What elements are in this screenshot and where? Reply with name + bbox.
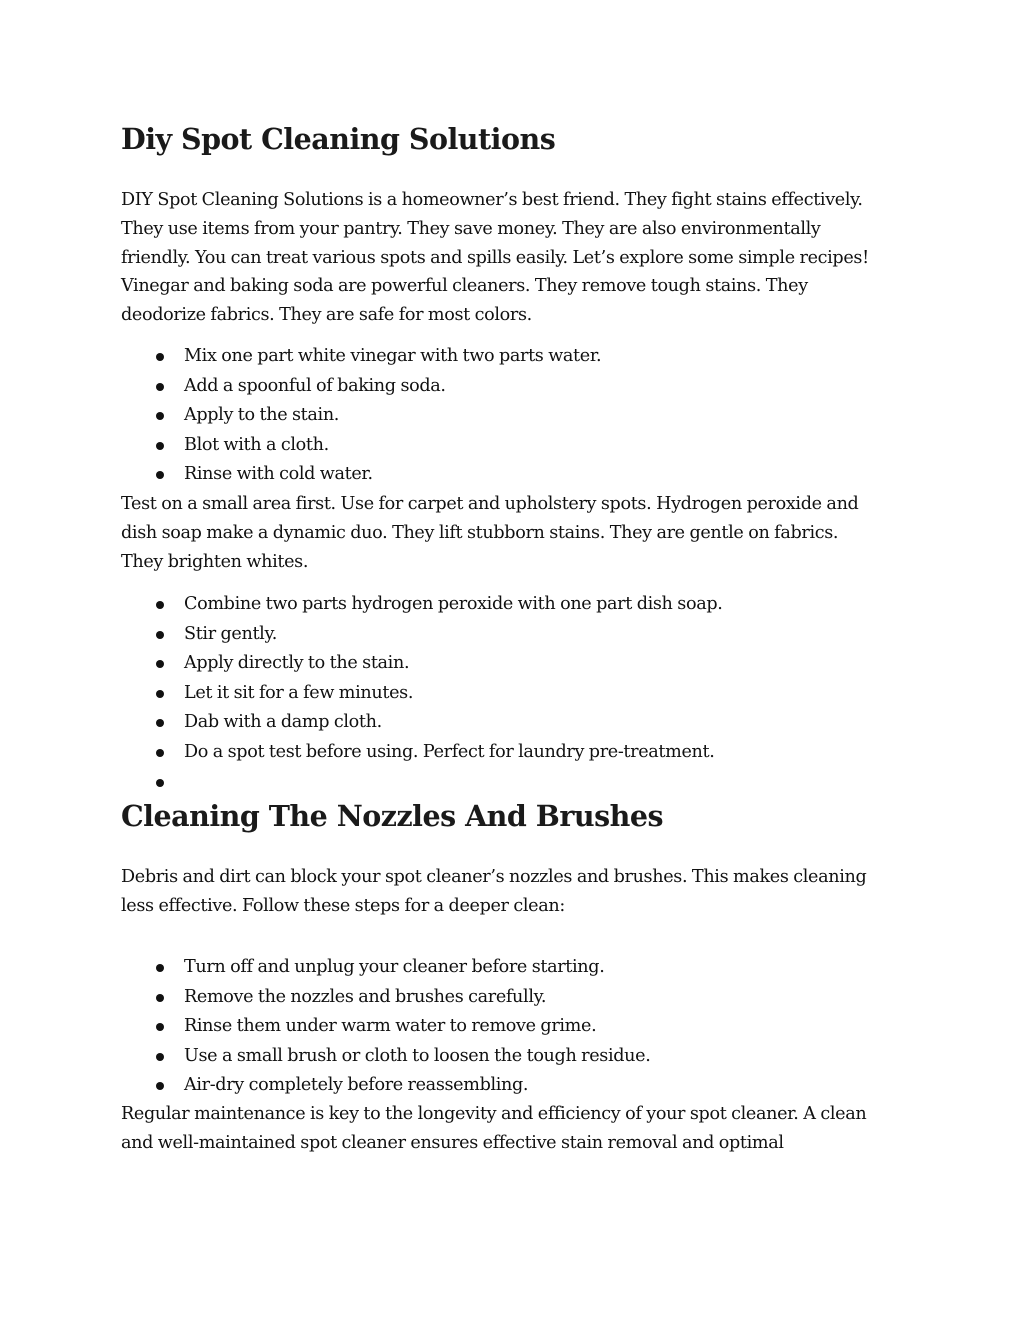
bullet-icon [156, 383, 164, 391]
text-line: dish soap make a dynamic duo. They lift stubborn stains. They are gentle on fabrics. [121, 522, 839, 543]
bullet-icon [156, 719, 164, 727]
maintenance-paragraph [121, 1100, 911, 1158]
list-item [121, 768, 911, 798]
list-item: Blot with a cloth. [121, 431, 911, 461]
list-item: Apply directly to the stain. [121, 649, 911, 679]
peroxide-paragraph [121, 490, 911, 576]
text-line: They brighten whites. [121, 551, 309, 572]
heading-diy-spot-cleaning: Diy Spot Cleaning Solutions [121, 122, 556, 156]
nozzles-intro-paragraph [121, 863, 911, 921]
bullet-icon [156, 779, 164, 787]
bullet-icon [156, 749, 164, 757]
bullet-icon [156, 1053, 164, 1061]
list-item: Let it sit for a few minutes. [121, 679, 911, 709]
text-line: Debris and dirt can block your spot cleaner’s nozzles and brushes. This makes cleaning [121, 867, 867, 887]
text-line: DIY Spot Cleaning Solutions is a homeowner’s best friend. They fight stains effectively. [121, 190, 863, 210]
vinegar-recipe-list [121, 342, 911, 490]
bullet-icon [156, 412, 164, 420]
bullet-icon [156, 660, 164, 668]
bullet-icon [156, 442, 164, 450]
intro-paragraph [121, 186, 911, 330]
bullet-icon [156, 994, 164, 1002]
peroxide-recipe-list [121, 590, 911, 797]
list-item: Mix one part white vinegar with two parts water. [121, 342, 911, 372]
bullet-icon [156, 690, 164, 698]
bullet-icon [156, 1082, 164, 1090]
bullet-icon [156, 1023, 164, 1031]
list-item: Rinse with cold water. [121, 460, 911, 490]
text-line: less effective. Follow these steps for a deeper clean: [121, 895, 565, 916]
text-line: Vinegar and baking soda are powerful cleaners. They remove tough stains. They [121, 276, 808, 297]
list-item: Stir gently. [121, 620, 911, 650]
nozzles-steps-list [121, 953, 911, 1101]
text-line: They use items from your pantry. They save money. They are also environmentally [121, 218, 821, 239]
bullet-icon [156, 631, 164, 639]
text-line: deodorize fabrics. They are safe for most colors. [121, 305, 532, 326]
text-line: Test on a small area first. Use for carpet and upholstery spots. Hydrogen peroxide and [121, 494, 859, 514]
bullet-icon [156, 353, 164, 361]
list-item: Apply to the stain. [121, 401, 911, 431]
text-line: and well-maintained spot cleaner ensures effective stain removal and optimal [121, 1132, 784, 1153]
list-item: Do a spot test before using. Perfect for laundry pre-treatment. [121, 738, 911, 768]
text-line: friendly. You can treat various spots and spills easily. Let’s explore some simple recipes! [121, 247, 869, 268]
list-item: Air-dry completely before reassembling. [121, 1071, 911, 1101]
list-item: Add a spoonful of baking soda. [121, 372, 911, 402]
list-item: Turn off and unplug your cleaner before starting. [121, 953, 911, 983]
bullet-icon [156, 601, 164, 609]
list-item: Remove the nozzles and brushes carefully. [121, 983, 911, 1013]
list-item: Use a small brush or cloth to loosen the tough residue. [121, 1042, 911, 1072]
list-item: Dab with a damp cloth. [121, 708, 911, 738]
bullet-icon [156, 471, 164, 479]
bullet-icon [156, 964, 164, 972]
text-line: Regular maintenance is key to the longevity and efficiency of your spot cleaner. A clean [121, 1104, 867, 1124]
heading-cleaning-nozzles: Cleaning The Nozzles And Brushes [121, 799, 664, 833]
list-item: Rinse them under warm water to remove grime. [121, 1012, 911, 1042]
list-item: Combine two parts hydrogen peroxide with one part dish soap. [121, 590, 911, 620]
